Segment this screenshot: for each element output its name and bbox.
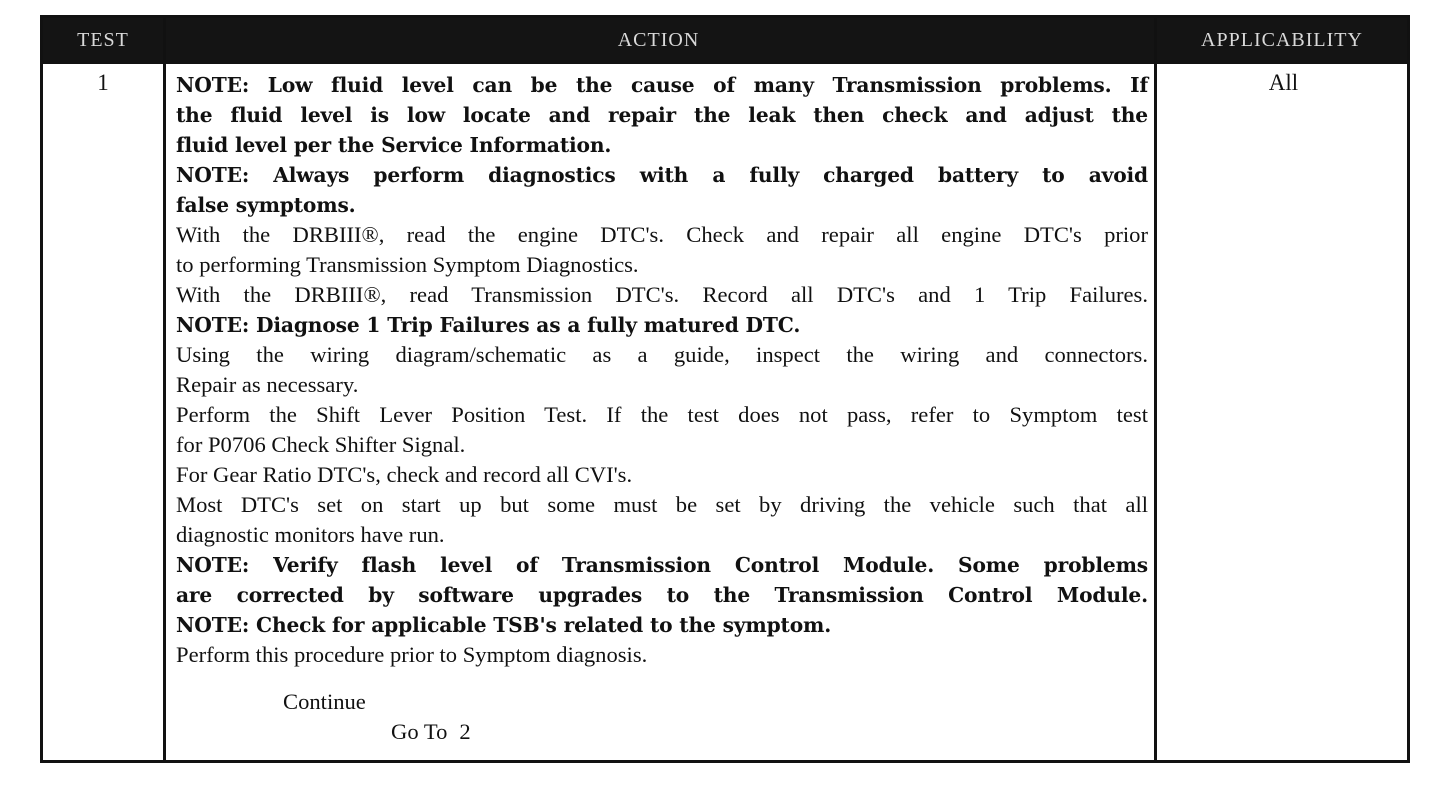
action-line: are corrected by software upgrades to the Transmission Control Module. [176, 583, 1148, 607]
test-number: 1 [97, 70, 109, 95]
action-text [176, 70, 1148, 670]
header-applicability: APPLICABILITY [1201, 29, 1363, 51]
continue-label: Continue [283, 689, 366, 714]
action-line: With the DRBIII®, read the engine DTC's. Check and repair all engine DTC's prior [176, 222, 1148, 247]
action-line: false symptoms. [176, 193, 356, 217]
table-header [43, 18, 1407, 64]
action-line: Perform this procedure prior to Symptom diagnosis. [176, 642, 648, 667]
action-line: for P0706 Check Shifter Signal. [176, 432, 466, 457]
goto-instruction [391, 719, 471, 745]
applicability-value: All [1268, 70, 1299, 95]
action-line: Repair as necessary. [176, 372, 359, 397]
goto-target: 2 [459, 719, 471, 744]
action-line: Most DTC's set on start up but some must be set by driving the vehicle such that all [176, 492, 1148, 517]
action-line: With the DRBIII®, read Transmission DTC's. Record all DTC's and 1 Trip Failures. [176, 282, 1148, 307]
header-test: TEST [77, 29, 129, 51]
action-line: fluid level per the Service Information. [176, 133, 612, 157]
action-line: NOTE: Low fluid level can be the cause of many Transmission problems. If [176, 73, 1148, 97]
action-line: Perform the Shift Lever Position Test. If the test does not pass, refer to Symptom test [176, 402, 1148, 427]
column-divider-action-applicability [1154, 18, 1157, 760]
action-line: NOTE: Verify flash level of Transmission Control Module. Some problems [176, 553, 1148, 577]
goto-label: Go To [391, 719, 448, 744]
action-line: diagnostic monitors have run. [176, 522, 445, 547]
action-line: the fluid level is low locate and repair the leak then check and adjust the [176, 103, 1148, 127]
action-line: For Gear Ratio DTC's, check and record all CVI's. [176, 462, 633, 487]
header-action: ACTION [617, 29, 700, 51]
action-line: NOTE: Diagnose 1 Trip Failures as a fully matured DTC. [176, 313, 801, 337]
action-line: Using the wiring diagram/schematic as a guide, inspect the wiring and connectors. [176, 342, 1148, 367]
action-line: to performing Transmission Symptom Diagnostics. [176, 252, 639, 277]
action-line: NOTE: Always perform diagnostics with a fully charged battery to avoid [176, 163, 1148, 187]
diagnostic-table [40, 15, 1410, 763]
column-divider-test-action [163, 18, 166, 760]
action-line: NOTE: Check for applicable TSB's related to the symptom. [176, 613, 832, 637]
